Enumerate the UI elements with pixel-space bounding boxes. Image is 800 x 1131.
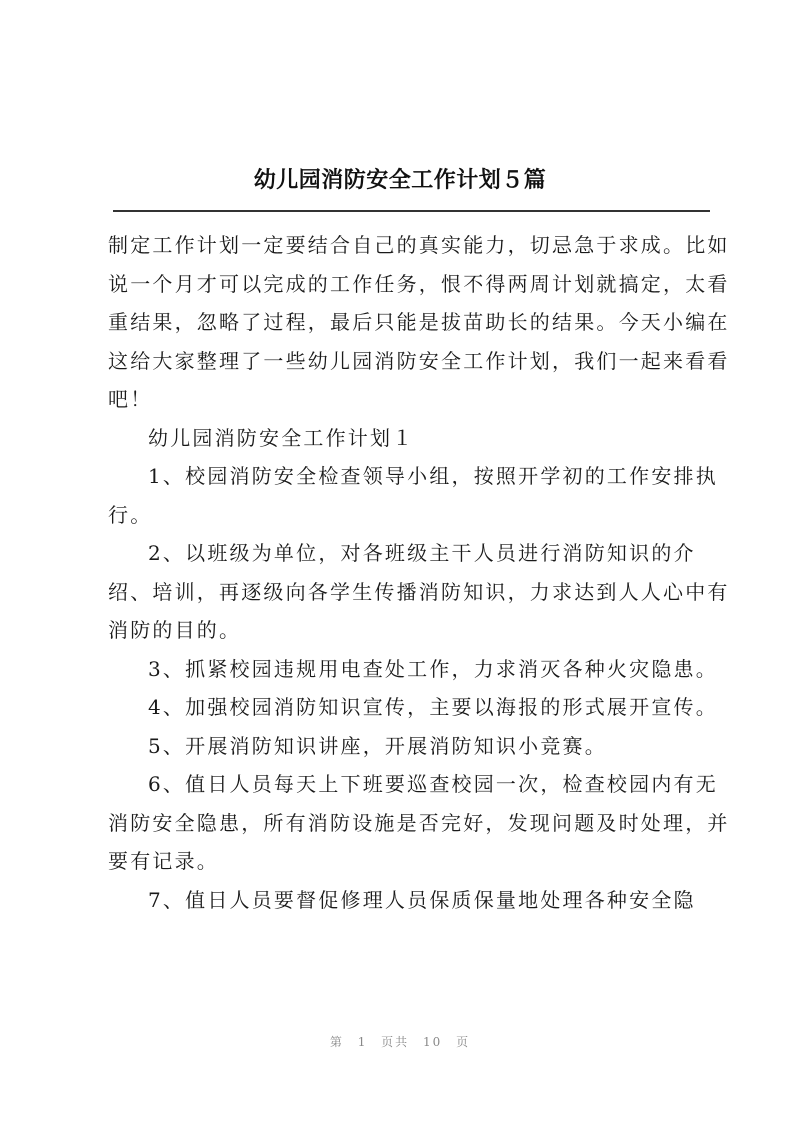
list-item-line: 消防的目的。 — [108, 618, 242, 642]
list-item-line: 7、值日人员要督促修理人员保质保量地处理各种安全隐 — [148, 887, 696, 912]
list-item-line: 绍、培训，再逐级向各学生传播消防知识，力求达到人人心中有 — [108, 579, 730, 604]
title-divider — [113, 210, 710, 212]
paragraph-line: 说一个月才可以完成的工作任务，恨不得两周计划就搞定，太看 — [108, 271, 730, 296]
paragraph-line: 制定工作计划一定要结合自己的真实能力，切忌急于求成。比如 — [108, 233, 730, 257]
list-item-line: 行。 — [108, 502, 153, 527]
page-footer: 第 1 页共 10 页 — [329, 1035, 471, 1049]
list-item-line: 消防安全隐患，所有消防设施是否完好，发现问题及时处理，并 — [108, 810, 730, 835]
paragraph-line: 重结果，忽略了过程，最后只能是拔苗助长的结果。今天小编在 — [108, 310, 730, 334]
list-item-line: 4、加强校园消防知识宣传，主要以海报的形式展开宣传。 — [148, 695, 718, 719]
paragraph-line: 吧！ — [108, 387, 153, 411]
list-item-line: 5、开展消防知识讲座，开展消防知识小竞赛。 — [148, 733, 607, 758]
paragraph-line: 这给大家整理了一些幼儿园消防安全工作计划，我们一起来看看 — [108, 348, 730, 373]
document-body — [108, 226, 730, 919]
list-item-line: 要有记录。 — [108, 849, 219, 873]
list-item-line: 1、校园消防安全检查领导小组，按照开学初的工作安排执 — [148, 464, 718, 488]
list-item-line: 6、值日人员每天上下班要巡查校园一次，检查校园内有无 — [148, 772, 718, 796]
list-item-line: 2、以班级为单位，对各班级主干人员进行消防知识的介 — [148, 541, 696, 565]
document-title: 幼儿园消防安全工作计划５篇 — [253, 168, 547, 193]
list-item-line: 3、抓紧校园违规用电查处工作，力求消灭各种火灾隐患。 — [148, 656, 718, 681]
section-heading: 幼儿园消防安全工作计划１ — [148, 425, 415, 450]
